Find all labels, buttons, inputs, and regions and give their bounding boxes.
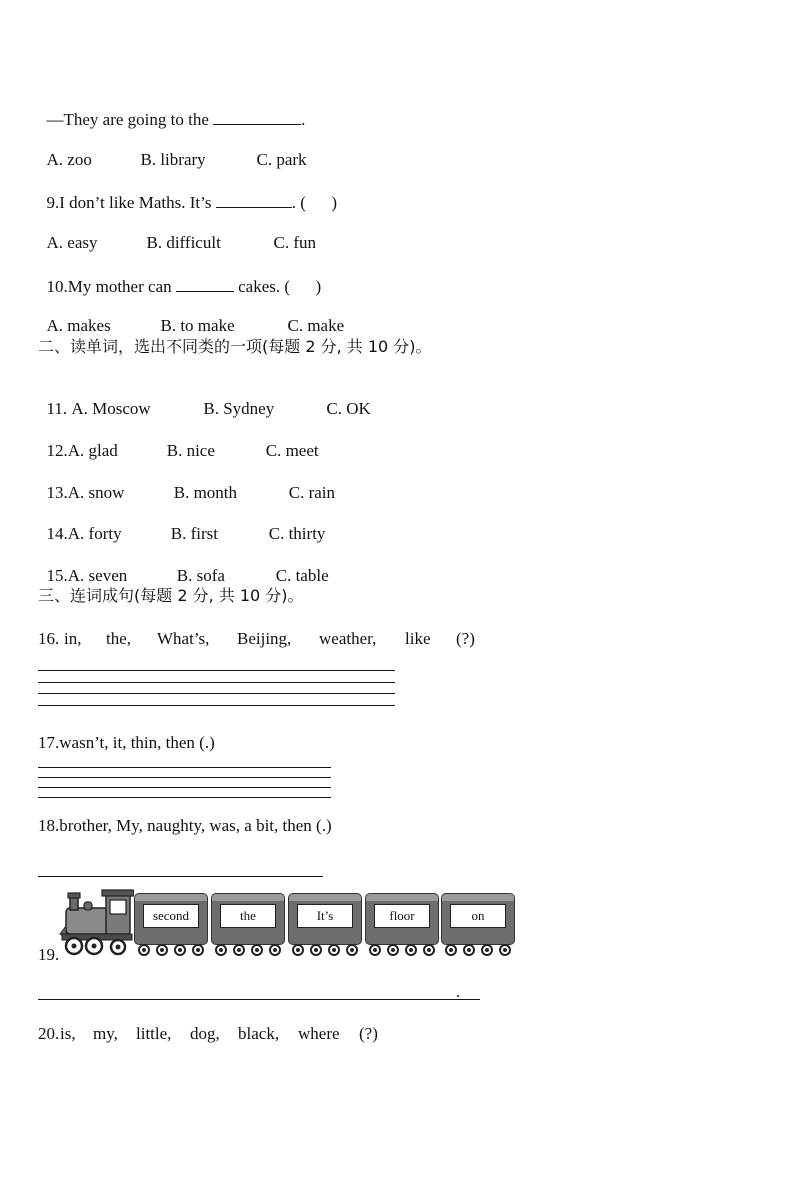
- q20: [38, 1024, 398, 1044]
- question-number: 13.: [46, 483, 68, 502]
- section-2-title: 二、读单词，选出不同类的一项(每题 2 分, 共 10 分)。: [38, 337, 432, 356]
- option-b[interactable]: B. difficult: [146, 233, 221, 252]
- option-c[interactable]: C. table: [275, 566, 329, 585]
- option-c[interactable]: C. make: [287, 316, 345, 335]
- answer-line[interactable]: [38, 767, 331, 768]
- q9-options: [38, 213, 316, 253]
- section-3-title: 三、连词成句(每题 2 分, 共 10 分)。: [38, 586, 304, 605]
- word-card: on: [450, 904, 506, 928]
- answer-line[interactable]: [38, 777, 331, 778]
- q14: [38, 504, 325, 544]
- answer-blank[interactable]: [213, 108, 301, 125]
- answer-line[interactable]: [38, 797, 331, 798]
- option-c[interactable]: C. rain: [288, 483, 336, 502]
- option-a[interactable]: A. easy: [46, 233, 98, 252]
- option-b[interactable]: B. first: [170, 524, 218, 543]
- answer-line[interactable]: [38, 693, 395, 694]
- word-tile: in,: [64, 629, 82, 648]
- question-number: 12.: [46, 441, 68, 460]
- word-tile: Beijing,: [237, 629, 292, 648]
- answer-line[interactable]: [38, 787, 331, 788]
- option-b[interactable]: B. to make: [160, 316, 235, 335]
- q10-stem: [38, 255, 321, 297]
- locomotive-icon: [58, 888, 134, 958]
- word-tile: little,: [136, 1024, 172, 1043]
- train-car: [134, 893, 208, 945]
- option-c[interactable]: C. meet: [265, 441, 319, 460]
- q8-text: —They are going to the: [46, 110, 214, 129]
- q9-end: . ( ): [291, 193, 338, 212]
- answer-line[interactable]: [38, 999, 480, 1000]
- q16: [38, 629, 498, 649]
- answer-blank[interactable]: [176, 275, 234, 292]
- word-card: second: [143, 904, 199, 928]
- option-b[interactable]: B. sofa: [176, 566, 225, 585]
- q10-options: [38, 296, 344, 336]
- option-a[interactable]: A. Moscow: [71, 399, 151, 418]
- q19-end: .: [456, 982, 461, 1001]
- question-number: 20.: [38, 1024, 60, 1043]
- word-tile: What’s,: [157, 629, 210, 648]
- word-card: floor: [374, 904, 430, 928]
- question-number: 11.: [46, 399, 72, 418]
- word-tile: weather,: [319, 629, 377, 648]
- q8-stem: [38, 88, 305, 130]
- answer-blank[interactable]: [216, 191, 292, 208]
- answer-line[interactable]: [38, 682, 395, 683]
- word-tile: where: [298, 1024, 340, 1043]
- q8-end: .: [301, 110, 306, 129]
- word-tile: like: [405, 629, 431, 648]
- option-c[interactable]: C. park: [256, 150, 307, 169]
- question-number: 15.: [46, 566, 68, 585]
- q12: [38, 421, 319, 461]
- q19-number: 19.: [38, 945, 60, 964]
- q10-text: 10.My mother can: [46, 277, 176, 296]
- answer-line[interactable]: [38, 670, 395, 671]
- question-number: 14.: [46, 524, 68, 543]
- train-car: [365, 893, 439, 945]
- q11: [38, 379, 371, 419]
- option-b[interactable]: B. nice: [166, 441, 215, 460]
- q13: [38, 463, 335, 503]
- word-card: the: [220, 904, 276, 928]
- train-car: [288, 893, 362, 945]
- q9-stem: [38, 171, 337, 213]
- word-tile: black,: [238, 1024, 280, 1043]
- option-a[interactable]: A. makes: [46, 316, 111, 335]
- option-a[interactable]: A. seven: [67, 566, 128, 585]
- q8-options: [38, 130, 307, 170]
- option-b[interactable]: B. month: [173, 483, 238, 502]
- word-tile: my,: [93, 1024, 118, 1043]
- q17: 17.wasn’t, it, thin, then (.): [38, 733, 215, 752]
- word-tile: is,: [60, 1024, 76, 1043]
- option-a[interactable]: A. forty: [67, 524, 122, 543]
- option-a[interactable]: A. zoo: [46, 150, 92, 169]
- train-car: [441, 893, 515, 945]
- q10-end: cakes. ( ): [233, 277, 322, 296]
- option-a[interactable]: A. snow: [67, 483, 125, 502]
- q15: [38, 546, 329, 586]
- word-tile: dog,: [190, 1024, 220, 1043]
- option-a[interactable]: A. glad: [67, 441, 118, 460]
- q9-text: 9.I don’t like Maths. It’s: [46, 193, 216, 212]
- q18: 18.brother, My, naughty, was, a bit, then (.): [38, 816, 332, 835]
- option-c[interactable]: C. OK: [326, 399, 371, 418]
- train-illustration: [58, 888, 518, 958]
- answer-line[interactable]: [38, 705, 395, 706]
- option-b[interactable]: B. library: [140, 150, 206, 169]
- train-car: [211, 893, 285, 945]
- option-c[interactable]: C. thirty: [268, 524, 326, 543]
- word-tile: the,: [106, 629, 132, 648]
- word-tile: (?): [359, 1024, 378, 1043]
- answer-line[interactable]: [38, 876, 323, 877]
- word-tile: (?): [456, 629, 475, 648]
- option-b[interactable]: B. Sydney: [203, 399, 275, 418]
- word-card: It’s: [297, 904, 353, 928]
- option-c[interactable]: C. fun: [273, 233, 316, 252]
- question-number: 16.: [38, 629, 60, 648]
